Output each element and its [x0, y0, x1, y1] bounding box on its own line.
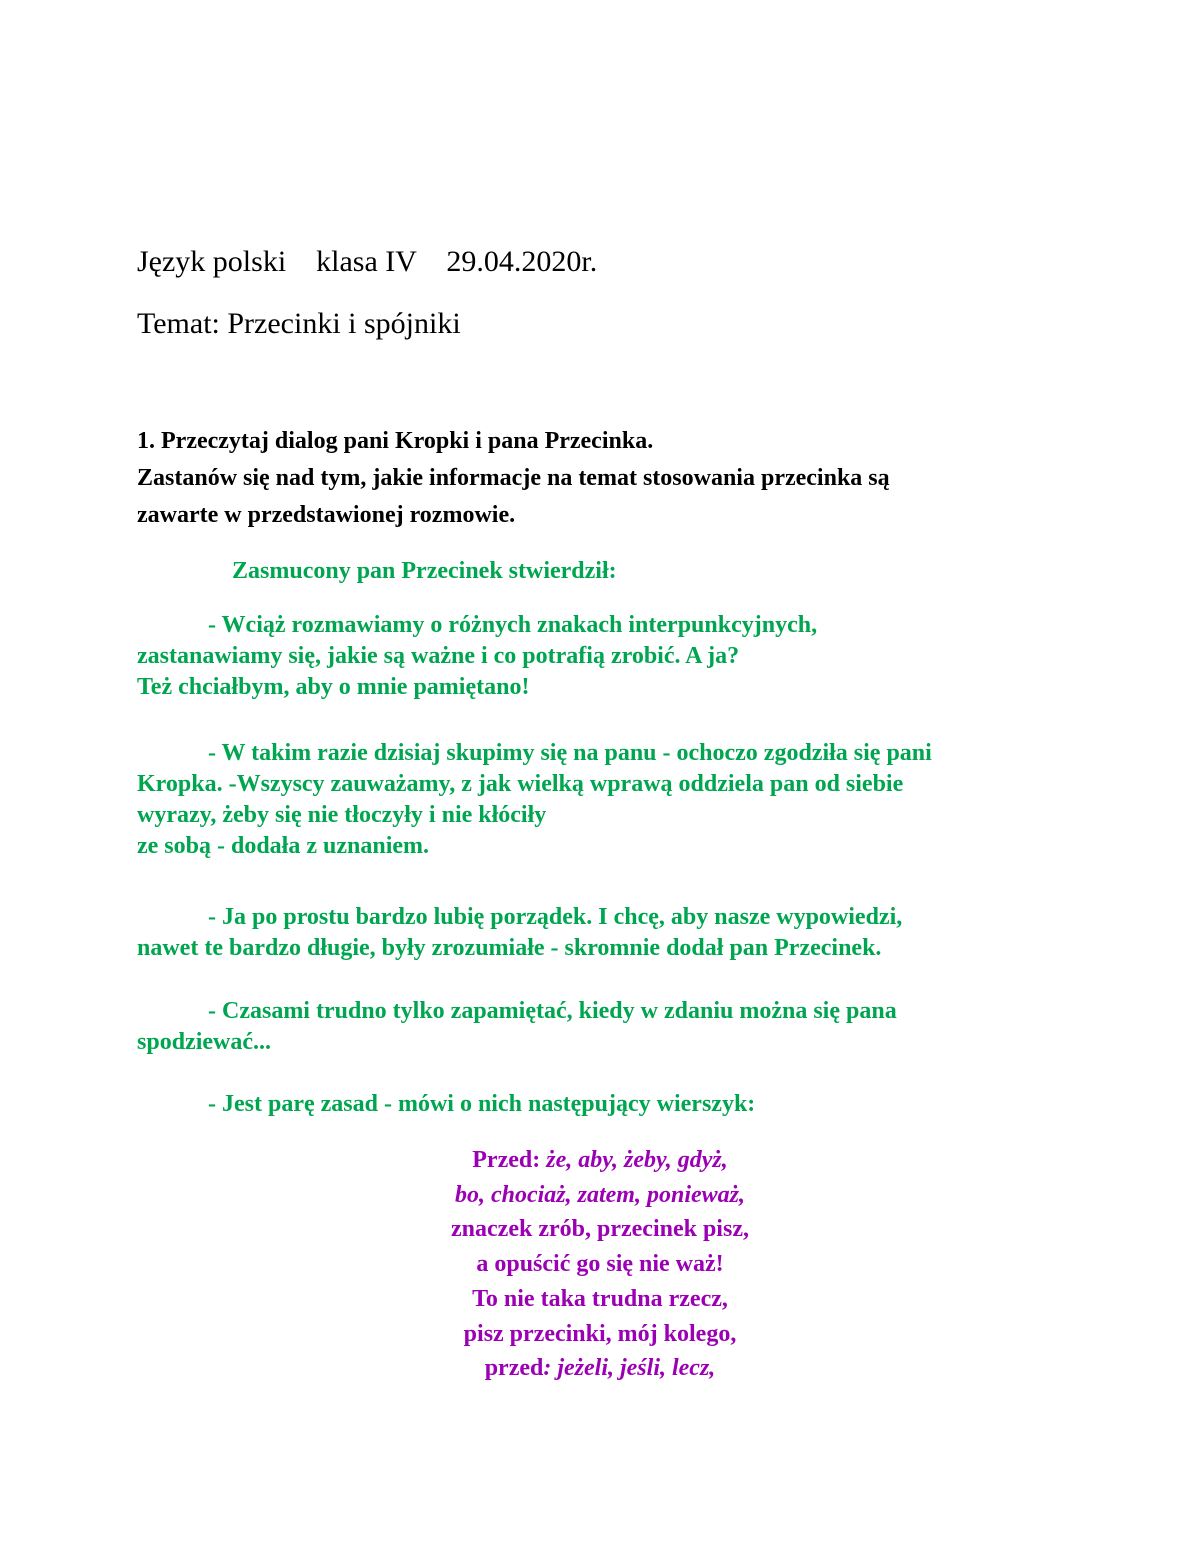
poem-line: znaczek zrób, przecinek pisz, [451, 1216, 749, 1243]
dialog-line: - Czasami trudno tylko zapamiętać, kiedy w zdaniu można się pana [208, 998, 897, 1024]
dialog-paragraph [137, 996, 1077, 1058]
dialog-line: - W takim razie dzisiaj skupimy się na panu - ochoczo zgodziła się pani [208, 740, 932, 766]
subject-label: Język polski [137, 245, 287, 278]
topic-heading [137, 307, 461, 341]
topic-label: Temat: [137, 307, 220, 340]
poem-prefix: Przed: [472, 1147, 547, 1173]
task-line: zawarte w przedstawionej rozmowie. [137, 502, 516, 528]
poem-line [300, 1351, 900, 1386]
dialog-line: ze sobą - dodała z uznaniem. [137, 833, 430, 859]
dialog-line: - Jest parę zasad - mówi o nich następujący wierszyk: [208, 1091, 756, 1117]
dialog-line: spodziewać... [137, 1029, 271, 1055]
dialog-paragraph [137, 1089, 1077, 1120]
dialog-line: - Wciąż rozmawiamy o różnych znakach interpunkcyjnych, [208, 612, 818, 638]
poem-conjunctions: : jeżeli, jeśli, lecz, [543, 1355, 716, 1382]
dialog-paragraph [137, 610, 1077, 703]
poem-line: bo, chociaż, zatem, ponieważ, [454, 1181, 745, 1208]
topic-title: Przecinki i spójniki [227, 307, 461, 340]
poem-line [300, 1143, 900, 1178]
grade-label: klasa IV [316, 245, 417, 278]
rhyme-poem [300, 1143, 900, 1386]
dialog-line: Kropka. -Wszyscy zauważamy, z jak wielką wprawą oddziela pan od siebie [137, 771, 904, 797]
dialog-line: nawet te bardzo długie, były zrozumiałe - skromnie dodał pan Przecinek. [137, 935, 882, 961]
dialog-line: - Ja po prostu bardzo lubię porządek. I chcę, aby nasze wypowiedzi, [208, 904, 903, 930]
poem-conjunctions: że, aby, żeby, gdyż, [546, 1147, 728, 1173]
document-header [137, 245, 597, 279]
poem-line: pisz przecinki, mój kolego, [463, 1320, 737, 1347]
date-label: 29.04.2020r. [446, 245, 598, 278]
task-line: Zastanów się nad tym, jakie informacje na temat stosowania przecinka są [137, 465, 890, 491]
dialog-line: Też chciałbym, aby o mnie pamiętano! [137, 674, 530, 700]
dialog-paragraph [137, 738, 1077, 862]
poem-line: To nie taka trudna rzecz, [472, 1285, 728, 1312]
dialog-intro: Zasmucony pan Przecinek stwierdził: [232, 558, 617, 584]
dialog-line: wyrazy, żeby się nie tłoczyły i nie kłóciły [137, 802, 547, 828]
task-instructions [137, 423, 1077, 534]
dialog-line: zastanawiamy się, jakie są ważne i co potrafią zrobić. A ja? [137, 643, 740, 669]
poem-prefix: przed [484, 1355, 544, 1382]
poem-line: a opuścić go się nie waż! [476, 1251, 724, 1278]
dialog-paragraph [137, 902, 1077, 964]
task-line: 1. Przeczytaj dialog pani Kropki i pana Przecinka. [137, 428, 654, 454]
